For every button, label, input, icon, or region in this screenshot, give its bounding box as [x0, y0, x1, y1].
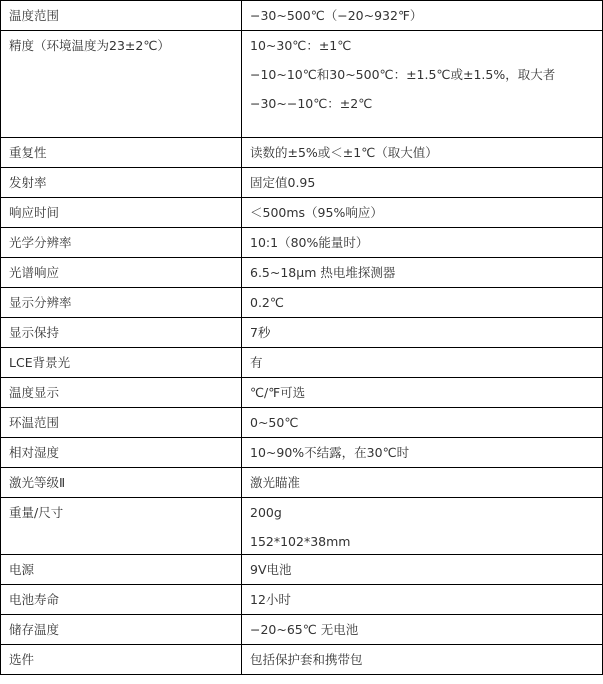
spec-label-cell: [1, 555, 242, 585]
spec-value-cell: [242, 138, 603, 168]
spec-label-cell: [1, 468, 242, 498]
spec-label-cell: [1, 288, 242, 318]
spec-label: 温度显示: [9, 385, 60, 400]
spec-value: 0~50℃: [250, 415, 299, 430]
spec-row: [1, 645, 603, 675]
spec-label-cell: [1, 168, 242, 198]
spec-value: 固定值0.95: [250, 175, 316, 190]
spec-value: ＜500ms（95%响应）: [250, 205, 383, 220]
spec-value: 7秒: [250, 325, 271, 340]
spec-row: [1, 585, 603, 615]
spec-value: 12小时: [250, 592, 291, 607]
spec-label: 重量/尺寸: [9, 505, 64, 520]
spec-value-cell: [242, 288, 603, 318]
spec-value: 10~90%不结露，在30℃时: [250, 445, 410, 460]
spec-label-cell: [1, 1, 242, 31]
spec-label-cell: [1, 228, 242, 258]
spec-label: 储存温度: [9, 622, 60, 637]
spec-label-cell: [1, 31, 242, 138]
spec-value: 152*102*38mm: [250, 534, 351, 549]
spec-label: 响应时间: [9, 205, 60, 220]
spec-row: [1, 228, 603, 258]
spec-row: [1, 615, 603, 645]
spec-label: 重复性: [9, 145, 47, 160]
spec-value: ℃/℉可选: [250, 385, 306, 400]
spec-row: [1, 468, 603, 498]
spec-value: 10:1（80%能量时）: [250, 235, 369, 250]
spec-label: 电源: [9, 562, 35, 577]
spec-value: 10~30℃：±1℃: [250, 38, 352, 53]
spec-row: [1, 168, 603, 198]
spec-row: [1, 1, 603, 31]
spec-label-cell: [1, 585, 242, 615]
spec-label-cell: [1, 615, 242, 645]
spec-label-cell: [1, 348, 242, 378]
spec-row: [1, 555, 603, 585]
spec-value-cell: [242, 585, 603, 615]
spec-label: 显示分辨率: [9, 295, 72, 310]
spec-label: 电池寿命: [9, 592, 60, 607]
spec-label-cell: [1, 378, 242, 408]
spec-value: −10~10℃和30~500℃：±1.5℃或±1.5%，取大者: [250, 67, 556, 82]
spec-row: [1, 318, 603, 348]
spec-label: 环温范围: [9, 415, 60, 430]
spec-value: −30~500℃（−20~932℉）: [250, 8, 423, 23]
spec-label: 光谱响应: [9, 265, 60, 280]
spec-value: 200g: [250, 505, 282, 520]
spec-value-cell: [242, 468, 603, 498]
spec-value-cell: [242, 438, 603, 468]
spec-label-cell: [1, 438, 242, 468]
spec-value-cell: [242, 258, 603, 288]
spec-value: −20~65℃ 无电池: [250, 622, 359, 637]
spec-label: 显示保持: [9, 325, 60, 340]
spec-value-cell: [242, 615, 603, 645]
spec-value-cell: [242, 318, 603, 348]
spec-value-cell: [242, 408, 603, 438]
spec-value: 9V电池: [250, 562, 292, 577]
spec-value: 6.5~18μm 热电堆探测器: [250, 265, 396, 280]
spec-label: 精度（环境温度为23±2℃）: [9, 38, 170, 53]
spec-value-cell: [242, 555, 603, 585]
spec-value-cell: [242, 31, 603, 138]
spec-row: [1, 31, 603, 138]
spec-label-cell: [1, 138, 242, 168]
spec-value: 包括保护套和携带包: [250, 652, 363, 667]
spec-row: [1, 378, 603, 408]
spec-row: [1, 258, 603, 288]
spec-row: [1, 348, 603, 378]
spec-row: [1, 438, 603, 468]
spec-value-cell: [242, 378, 603, 408]
spec-value-cell: [242, 1, 603, 31]
spec-table-body: [1, 1, 603, 675]
spec-value-cell: [242, 228, 603, 258]
spec-value-cell: [242, 498, 603, 555]
spec-label-cell: [1, 408, 242, 438]
spec-value-cell: [242, 348, 603, 378]
spec-value: 有: [250, 355, 263, 370]
spec-label-cell: [1, 498, 242, 555]
spec-value-cell: [242, 645, 603, 675]
spec-row: [1, 138, 603, 168]
spec-row: [1, 408, 603, 438]
spec-label-cell: [1, 258, 242, 288]
spec-label: 光学分辨率: [9, 235, 72, 250]
spec-row: [1, 198, 603, 228]
spec-value-cell: [242, 198, 603, 228]
spec-label: 选件: [9, 652, 35, 667]
spec-value: 激光瞄准: [250, 475, 301, 490]
spec-label: 相对湿度: [9, 445, 60, 460]
spec-label: LCE背景光: [9, 355, 71, 370]
spec-label-cell: [1, 198, 242, 228]
spec-row: [1, 498, 603, 555]
spec-label-cell: [1, 318, 242, 348]
spec-row: [1, 288, 603, 318]
spec-label-cell: [1, 645, 242, 675]
spec-label: 发射率: [9, 175, 47, 190]
spec-label: 激光等级Ⅱ: [9, 475, 66, 490]
spec-label: 温度范围: [9, 8, 60, 23]
spec-value: 读数的±5%或＜±1℃（取大值）: [250, 145, 438, 160]
spec-value: −30~−10℃：±2℃: [250, 96, 373, 111]
spec-value-cell: [242, 168, 603, 198]
spec-value: 0.2℃: [250, 295, 284, 310]
